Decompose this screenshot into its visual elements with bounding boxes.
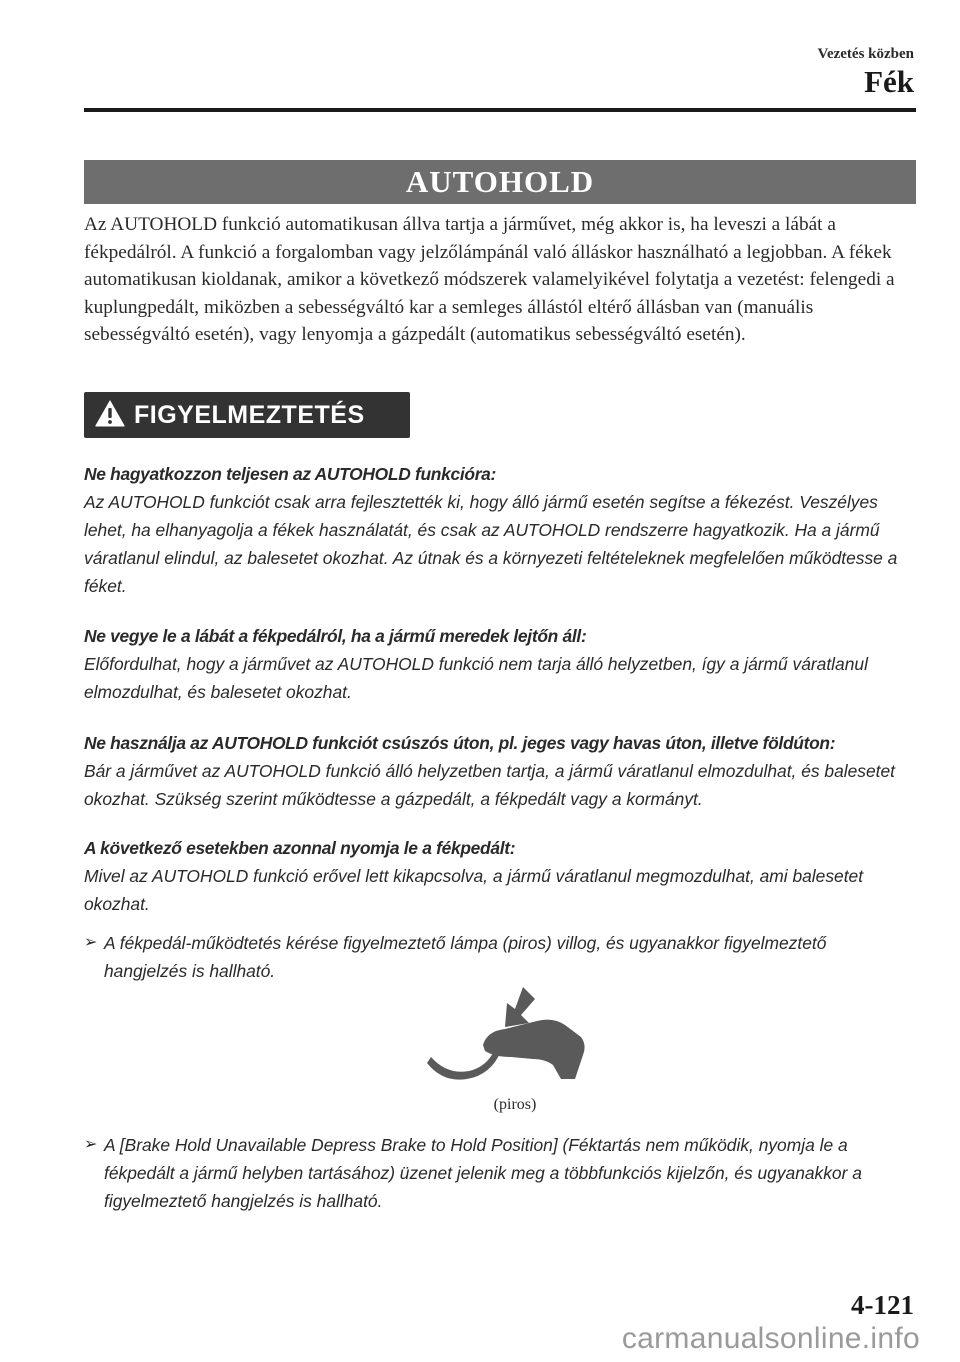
warning-body: Mivel az AUTOHOLD funkció erővel lett kikapcsolva, a jármű váratlanul megmozdulhat, ami balesetet okozhat. xyxy=(84,866,864,914)
bullet-marker: ➢ xyxy=(84,934,98,951)
intro-paragraph: Az AUTOHOLD funkció automatikusan állva tartja a járművet, még akkor is, ha leveszi a lábát a fékpedálról. A funkció a forgalomban vagy jelzőlámpánál való álláskor használható a legjobban. A fékek automatikusan kioldanak, amikor a következő módszerek valamelyikével folytatja a vezetést: felengedi a kuplungpedált, miközben a sebességváltó kar a semleges állástól eltérő állásban van (manuális sebességváltó esetén), vagy lenyomja a gázpedált (automatikus sebességváltó esetén). xyxy=(84,214,895,346)
bullet-marker: ➢ xyxy=(84,1136,98,1153)
warning-body: Az AUTOHOLD funkciót csak arra fejlesztették ki, hogy álló jármű esetén segítse a fékezést. Veszélyes lehet, ha elhanyagolja a fékek használatát, és csak az AUTOHOLD rendszerre hagyatkozik. Ha a jármű váratlanul elindul, az balesetet okozhat. Az útnak és a környezeti feltételeknek megfelelően működtesse a féket. xyxy=(84,492,898,596)
section-banner: AUTOHOLD xyxy=(84,160,916,204)
bullet-text: A fékpedál-működtetés kérése ﬁgyelmeztető lámpa (piros) villog, és ugyanakkor ﬁgyelmeztető hangjelzés is hallható. xyxy=(104,933,827,981)
bullet-item xyxy=(84,929,884,985)
warning-block xyxy=(84,622,920,706)
bullet-item xyxy=(84,1131,874,1215)
header-title: Fék xyxy=(864,64,914,99)
brake-pedal-press-warning-icon xyxy=(425,985,595,1083)
warning-heading: A következő esetekben azonnal nyomja le a fékpedált: xyxy=(84,838,516,858)
bullet-text: A [Brake Hold Unavailable Depress Brake to Hold Position] (Féktartás nem működik, nyomja le a fékpedált a jármű helyben tartásához) üzenet jelenik meg a többfunkciós kijelzőn, és ugyanakkor a ﬁgyelmeztető hangjelzés is hallható. xyxy=(104,1135,862,1211)
warning-box xyxy=(84,392,410,438)
warning-body: Előfordulhat, hogy a járművet az AUTOHOLD funkció nem tarja álló helyzetben, így a jármű váratlanul elmozdulhat, és balesetet okozhat. xyxy=(84,654,868,702)
warning-heading: Ne használja az AUTOHOLD funkciót csúszós úton, pl. jeges vagy havas úton, illetve földúton: xyxy=(84,733,836,753)
warning-body: Bár a járművet az AUTOHOLD funkció álló helyzetben tartja, a jármű váratlanul elmozdulhat, és balesetet okozhat. Szükség szerint működtesse a gázpedált, a fékpedált vagy a kormányt. xyxy=(84,761,895,809)
warning-triangle-icon xyxy=(94,398,126,428)
page-number: 4-121 xyxy=(851,1290,914,1320)
figure-caption: (piros) xyxy=(493,1096,537,1113)
warning-block xyxy=(84,834,920,918)
warning-block xyxy=(84,460,920,600)
warning-label: FIGYELMEZTETÉS xyxy=(134,401,365,429)
header-section: Vezetés közben xyxy=(817,46,914,62)
warning-heading: Ne hagyatkozzon teljesen az AUTOHOLD funkcióra: xyxy=(84,464,497,484)
warning-block xyxy=(84,729,920,813)
watermark-text: carmanualsonline.info xyxy=(621,1322,920,1355)
warning-heading: Ne vegye le a lábát a fékpedálról, ha a jármű meredek lejtőn áll: xyxy=(84,626,587,646)
header-rule xyxy=(84,108,916,112)
